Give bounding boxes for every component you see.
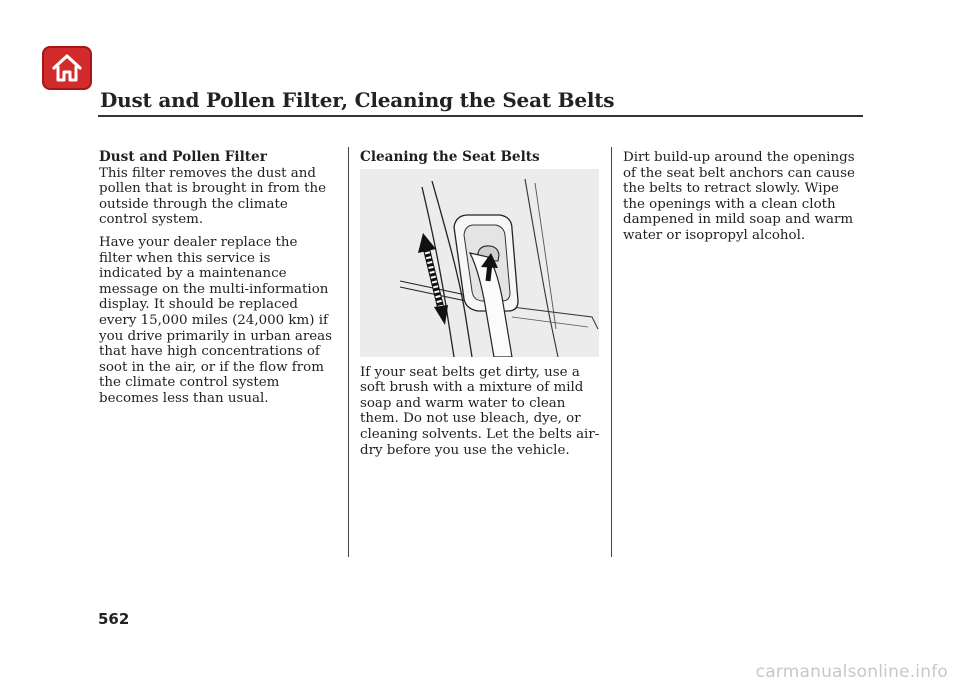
filter-description-paragraph: This filter removes the dust and pollen that is brought in from the outside through the climate control system. bbox=[99, 165, 327, 228]
title-divider bbox=[98, 115, 863, 117]
section-heading-dust-pollen-filter: Dust and Pollen Filter bbox=[99, 149, 267, 165]
seat-belt-illustration bbox=[360, 169, 599, 357]
seat-belt-illustration-icon bbox=[360, 169, 599, 357]
seat-belt-cleaning-paragraph: If your seat belts get dirty, use a soft brush with a mixture of mild soap and warm water to clean them. Do not use bleach, dye, or cleaning solvents. Let the belts air-dry before you use the vehicle. bbox=[360, 364, 600, 458]
page-number: 562 bbox=[98, 610, 130, 628]
home-icon bbox=[50, 51, 84, 85]
column-divider-2 bbox=[611, 147, 612, 557]
cleaning-seat-belts-section bbox=[360, 150, 600, 465]
watermark: carmanualsonline.info bbox=[755, 662, 948, 682]
seat-belt-anchor-paragraph: Dirt build-up around the openings of the seat belt anchors can cause the belts to retract slowly. Wipe the openings with a clean cloth dampened in mild soap and warm water or isopropyl alcohol. bbox=[623, 150, 855, 243]
dust-pollen-filter-section bbox=[99, 150, 334, 414]
seat-belt-anchors-section bbox=[623, 150, 863, 251]
page-title: Dust and Pollen Filter, Cleaning the Seat Belts bbox=[100, 88, 615, 112]
column-divider-1 bbox=[348, 147, 349, 557]
section-heading-cleaning-seat-belts: Cleaning the Seat Belts bbox=[360, 149, 540, 165]
filter-replacement-paragraph: Have your dealer replace the filter when this service is indicated by a maintenance message on the multi-information display. It should be replaced every 15,000 miles (24,000 km) if you drive primarily in urban areas that have high concentrations of soot in the air, or if the flow from the climate control system becomes less than usual. bbox=[99, 234, 333, 406]
home-button[interactable] bbox=[42, 46, 92, 90]
